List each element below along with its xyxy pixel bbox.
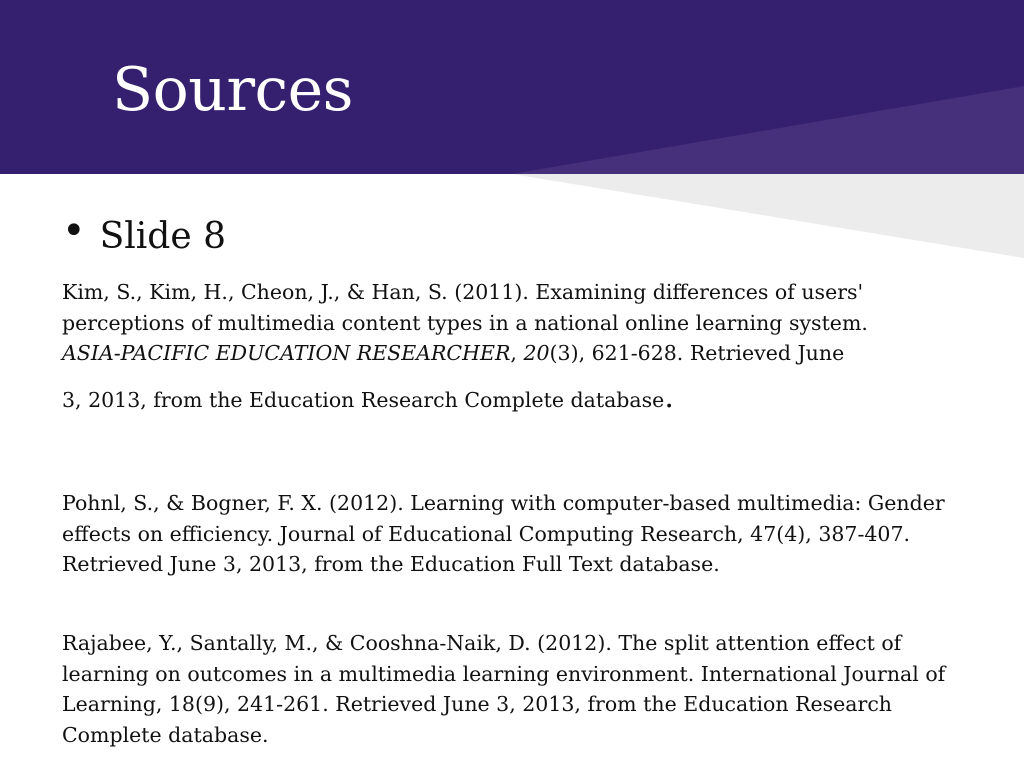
reference-1-journal: ASIA-PACIFIC EDUCATION RESEARCHER [62, 341, 511, 365]
bullet-dot-icon: • [62, 208, 86, 254]
reference-1 [62, 277, 992, 415]
reference-1-text-start: Kim, S., Kim, H., Cheon, J., & Han, S. (2011). Examining differences of users' perceptions of multimedia content types in a national online learning system. [62, 280, 868, 335]
bullet-text: Slide 8 [99, 216, 226, 257]
reference-1-comma: , [510, 341, 524, 365]
reference-3: Rajabee, Y., Santally, M., & Cooshna-Naik, D. (2012). The split attention effect of learning on outcomes in a multimedia learning environment. International Journal of Learning, 18(9), 241-261. Retrieved June 3, 2013, from the Education Research Complete database. [62, 631, 946, 747]
reference-1-end-mark: . [664, 379, 674, 415]
slide-title: Sources [112, 55, 353, 125]
bullet-item [62, 208, 226, 262]
reference-2: Pohnl, S., & Bogner, F. X. (2012). Learning with computer-based multimedia: Gender effects on efficiency. Journal of Educational Computing Research, 47(4), 387-407. Retrieved June 3, 2013, from the Education Full Text database. [62, 491, 945, 576]
header-accent-shape [512, 86, 1024, 174]
reference-1-retrieval: 3, 2013, from the Education Research Complete database [62, 387, 665, 412]
reference-1-issue-pages: (3), 621-628. Retrieved June [549, 341, 845, 365]
gray-accent-shape [512, 174, 1024, 258]
reference-1-volume: 20 [523, 341, 550, 365]
